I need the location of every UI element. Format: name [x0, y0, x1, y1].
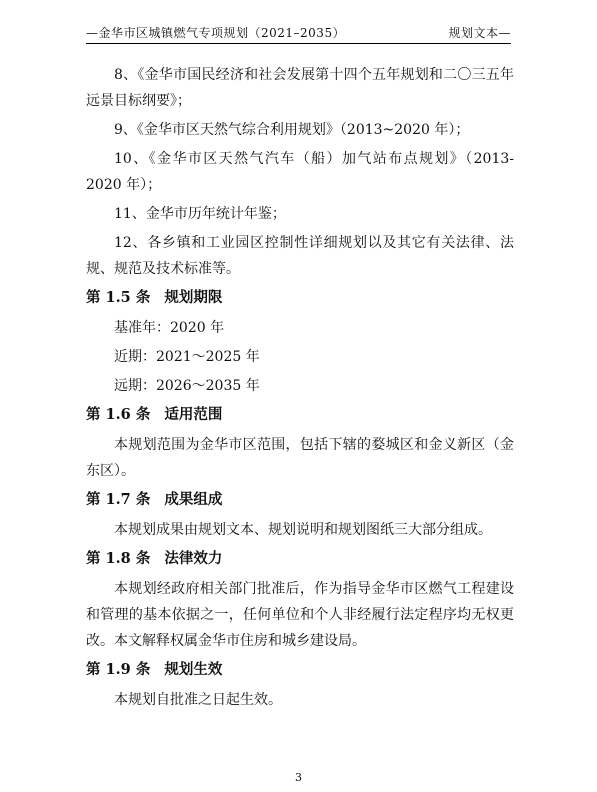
legal-effect-paragraph: 本规划经政府相关部门批准后，作为指导金华市区燃气工程建设和管理的基本依据之一，任何单位和个人非经履行法定程序均无权更改。本文解释权属金华市住房和城乡建设局。 [86, 581, 514, 649]
section-number: 第 1.5 条 [86, 289, 151, 306]
list-item-11: 11、金华市历年统计年鉴； [114, 206, 286, 222]
section-heading-1-6 [86, 402, 514, 428]
section-title: 成果组成 [164, 491, 223, 508]
effective-paragraph: 本规划自批准之日起生效。 [114, 692, 282, 708]
section-heading-1-7 [86, 487, 514, 513]
list-item-9: 9、《金华市区天然气综合利用规划》（2013~2020 年）； [114, 122, 470, 138]
header-divider [86, 43, 511, 44]
list-item-10: 10、《金华市区天然气汽车（船）加气站布点规划》（2013-2020 年）； [86, 151, 514, 193]
page-number: 3 [295, 771, 302, 784]
section-title: 规划生效 [164, 661, 223, 678]
header-document-title: —金华市区城镇燃气专项规划（2021–2035） [86, 26, 346, 40]
section-number: 第 1.9 条 [86, 661, 151, 678]
header-section-label: 规划文本— [448, 26, 511, 40]
section-heading-1-5 [86, 285, 514, 311]
base-year-line: 基准年：2020 年 [114, 320, 225, 336]
section-heading-1-9 [86, 657, 514, 683]
section-number: 第 1.8 条 [86, 550, 151, 567]
near-term-line: 近期：2021～2025 年 [114, 349, 260, 365]
section-number: 第 1.6 条 [86, 406, 151, 423]
deliverables-paragraph: 本规划成果由规划文本、规划说明和规划图纸三大部分组成。 [114, 522, 492, 538]
section-title: 规划期限 [164, 289, 223, 306]
scope-paragraph: 本规划范围为金华市区范围，包括下辖的婺城区和金义新区（金东区）。 [86, 437, 514, 479]
section-heading-1-8 [86, 546, 514, 572]
list-item-12: 12、各乡镇和工业园区控制性详细规划以及其它有关法律、法规、规范及技术标准等。 [86, 235, 514, 277]
list-item-8: 8、《金华市国民经济和社会发展第十四个五年规划和二〇三五年远景目标纲要》； [86, 67, 514, 109]
section-number: 第 1.7 条 [86, 491, 151, 508]
section-title: 适用范围 [164, 406, 223, 423]
page-body [86, 62, 514, 716]
section-title: 法律效力 [164, 550, 223, 567]
long-term-line: 远期：2026～2035 年 [114, 378, 260, 394]
